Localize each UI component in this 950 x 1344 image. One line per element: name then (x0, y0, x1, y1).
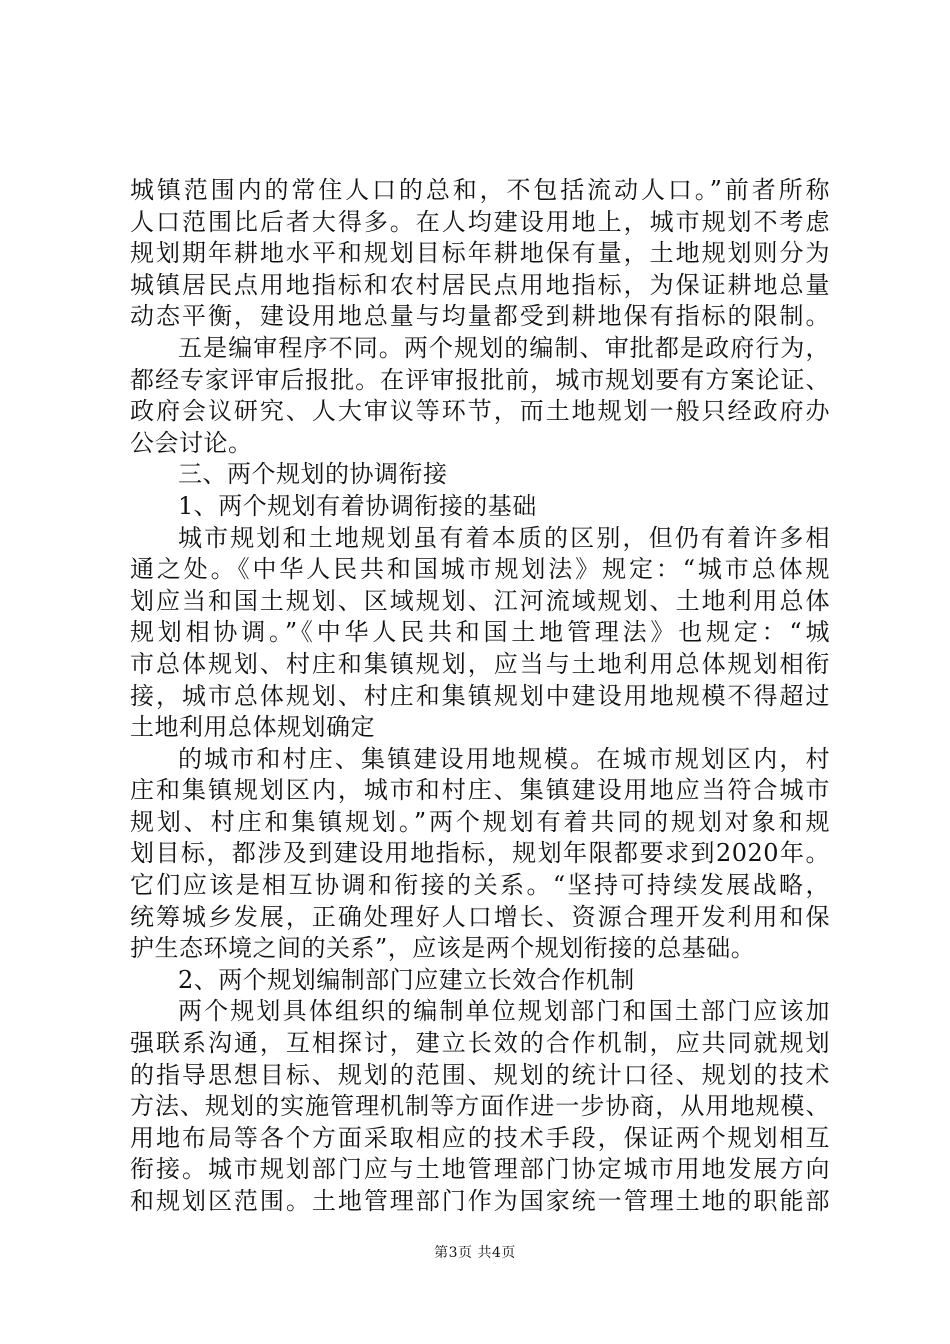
paragraph-start-line: 的城市和村庄、集镇建设用地规模。在城市规划区内，村 (178, 744, 830, 773)
text-line: 土地利用总体规划确定 (130, 713, 375, 742)
text-line: 它们应该是相互协调和衔接的关系。“坚持可持续发展战略， (130, 871, 830, 900)
text-line: 政府会议研究、人大审议等环节，而土地规划一般只经政府办 (130, 397, 830, 426)
paragraph-start-line: 城市规划和土地规划虽有着本质的区别，但仍有着许多相 (178, 523, 830, 552)
text-line: 规划期年耕地水平和规划目标年耕地保有量，土地规划则分为 (130, 239, 830, 268)
text-line: 和规划区范围。土地管理部门作为国家统一管理土地的职能部 (130, 1187, 830, 1215)
text-line: 都经专家评审后报批。在评审报批前，城市规划要有方案论证、 (130, 365, 830, 394)
text-line: 动态平衡，建设用地总量与均量都受到耕地保有指标的限制。 (130, 302, 830, 331)
page-number-label: 第3页 共4页 (434, 1245, 516, 1261)
document-body (130, 175, 830, 1218)
text-line: 公会讨论。 (130, 428, 253, 457)
text-line: 护生态环境之间的关系”，应该是两个规划衔接的总基础。 (130, 934, 756, 963)
subsection-heading: 1、两个规划有着协调衔接的基础 (178, 491, 537, 520)
section-heading: 三、两个规划的协调衔接 (178, 460, 448, 489)
text-line: 的指导思想目标、规划的范围、规划的统计口径、规划的技术 (130, 1060, 830, 1089)
text-line: 方法、规划的实施管理机制等方面作进一步协商，从用地规模、 (130, 1092, 830, 1121)
text-line: 用地布局等各个方面采取相应的技术手段，保证两个规划相互 (130, 1123, 830, 1152)
paragraph-start-line: 五是编审程序不同。两个规划的编制、审批都是政府行为， (178, 333, 830, 362)
text-line: 庄和集镇规划区内，城市和村庄、集镇建设用地应当符合城市 (130, 776, 830, 805)
text-line: 统筹城乡发展，正确处理好人口增长、资源合理开发利用和保 (130, 902, 830, 931)
text-line: 城镇范围内的常住人口的总和，不包括流动人口。”前者所称 (130, 176, 830, 204)
text-line: 划目标，都涉及到建设用地指标，规划年限都要求到2020年。 (130, 839, 830, 868)
text-line: 规划、村庄和集镇规划。”两个规划有着共同的规划对象和规 (130, 807, 830, 836)
page-footer (0, 1244, 950, 1262)
text-line: 规划相协调。”《中华人民共和国土地管理法》也规定：“城 (130, 618, 830, 647)
text-line: 划应当和国土规划、区域规划、江河流域规划、土地利用总体 (130, 586, 830, 615)
text-line: 衔接。城市规划部门应与土地管理部门协定城市用地发展方向 (130, 1155, 830, 1184)
text-line: 通之处。《中华人民共和国城市规划法》规定：“城市总体规 (130, 555, 830, 584)
subsection-heading: 2、两个规划编制部门应建立长效合作机制 (178, 965, 635, 994)
text-line: 接，城市总体规划、村庄和集镇规划中建设用地规模不得超过 (130, 681, 830, 710)
text-line: 市总体规划、村庄和集镇规划，应当与土地利用总体规划相衔 (130, 649, 830, 678)
text-line: 城镇居民点用地指标和农村居民点用地指标，为保证耕地总量 (130, 270, 830, 299)
text-line: 人口范围比后者大得多。在人均建设用地上，城市规划不考虑 (130, 207, 830, 236)
text-line: 强联系沟通，互相探讨，建立长效的合作机制，应共同就规划 (130, 1029, 830, 1058)
paragraph-start-line: 两个规划具体组织的编制单位规划部门和国土部门应该加 (178, 997, 830, 1026)
